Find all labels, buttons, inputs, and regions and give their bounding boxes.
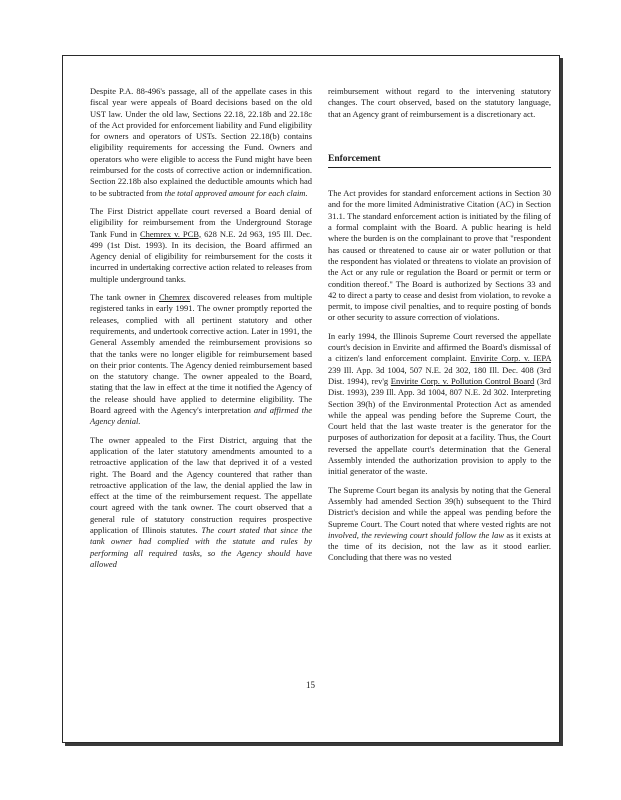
heading-rule — [328, 167, 551, 168]
case-citation: Envirite Corp. v. IEPA — [470, 353, 552, 364]
paragraph: reimbursement without regard to the intervening statutory changes. The court observed, based on the statutory language, that an Agency grant of reimbursement is a discretionary act. — [328, 86, 551, 119]
paragraph: The Act provides for standard enforcement actions in Section 30 and for the more limited Administrative Citation (AC) in Section 31.1. The standard enforcement action is initiated by the filing of a formal complaint with the Board. A public hearing is held where the burden is on the complainant to prove that "respondent has caused or threatened to cause air or water pollution or that the respondent has violated or threatens to violate an provision of the Act or any rule or regulation the Board or permit or term or condition thereof." The Board is authorized by Sections 33 and 42 to direct a party to cease and desist from violation, to revoke a permit, to impose civil penalties, and to require posting of bonds or other security to assure correction of violations. — [328, 188, 551, 323]
case-citation: Chemrex v. PCB, — [139, 228, 202, 239]
paragraph: The First District appellate court reversed a Board denial of eligibility for reimbursement from the Underground Storage Tank Fund in Chemrex v. PCB, 628 N.E. 2d 963, 195 Ill. Dec. 499 (1st Dist. 1993). In its decision, the Board affirmed an Agency denial of eligibility for reimbursement for the costs it incurred in undertaking corrective action related to releases from multiple underground tanks. — [90, 205, 313, 284]
section-heading: Enforcement — [328, 153, 381, 164]
paragraph: Despite P.A. 88-496's passage, all of the appellate cases in this fiscal year were appeals of Board decisions based on the old UST law. Under the old law, Sections 22.18, 22.18b and 22.18c of the Act provided for enforcement liability and Fund eligibility for owners and operators of USTs. Section 22.18(b) contains eligibility requirements for accessing the Fund. Owners and operators who were eligible to access the Fund might have been reimbursed for the costs of corrective action or indemnification. Section 22.18b also explained the deductible amounts which had to be subtracted from the total approved amount for each claim. — [90, 86, 312, 198]
case-citation: Envirite Corp. v. Pollution Control Board — [390, 375, 535, 386]
paragraph: In early 1994, the Illinois Supreme Court reversed the appellate court's decision in Envirite and affirmed the Board's dismissal of a citizen's land enforcement complaint. Envirite Corp. v. IEPA 239 Ill. App. 3d 1004, 507 N.E. 2d 302, 180 Ill. Dec. 408 (3rd Dist. 1994), rev'g Envirite Corp. v. Pollution Control Board (3rd Dist. 1993), 239 Ill. App. 3d 1004, 807 N.E. 2d 302. Interpreting Section 39(h) of the Environmental Protection Act as amended while the appeal was pending before the Supreme Court, the Court held that the last waste treater is the generator for the purposes of authorization for deposit at a facility. Thus, the Court reversed the appellate court's determination that the General Assembly intended the authorization provision to apply to the initial generator of the waste. — [328, 330, 552, 477]
left-column — [90, 86, 312, 577]
page-number: 15 — [306, 680, 315, 690]
paragraph: The Supreme Court began its analysis by noting that the General Assembly had amended Section 39(h) subsequent to the Third District's decision and while the appeal was pending before the Supreme Court. The Court noted that where vested rights are not involved, the reviewing court should follow the law as it exists at the time of its decision, not the law as it stood earlier. Concluding that there was no vested — [328, 484, 551, 563]
right-column — [328, 86, 551, 571]
case-citation: Chemrex — [159, 292, 191, 303]
paragraph: The owner appealed to the First District, arguing that the application of the later statutory amendments amounted to a retroactive application of the law that deprived it of a vested right. The Board and the Agency countered that rather than retroactive application of the law, the denial applied the law in effect at the time of the reimbursement request. The appellate court agreed with the tank owner. The court observed that a general rule of statutory construction requires prospective application of Illinois statutes. The court stated that since the tank owner had complied with the statute and rules by performing all required tasks, so the Agency should have allowed — [90, 434, 312, 569]
paragraph: The tank owner in Chemrex discovered releases from multiple registered tanks in early 1991. The owner promptly reported the releases, complied with all pertinent statutory and other requirements, and undertook corrective action. Later in 1991, the General Assembly amended the reimbursement provisions so that the tanks were no longer eligible for reimbursement based on their prior contents. The Agency denied reimbursement based on the statutory change. The owner appealed to the Board, stating that the law in effect at the time it notified the Agency of the release should have applied to determine eligibility. The Board agreed with the Agency's interpretation and affirmed the Agency denial. — [90, 292, 313, 427]
section-heading-block — [328, 154, 551, 168]
